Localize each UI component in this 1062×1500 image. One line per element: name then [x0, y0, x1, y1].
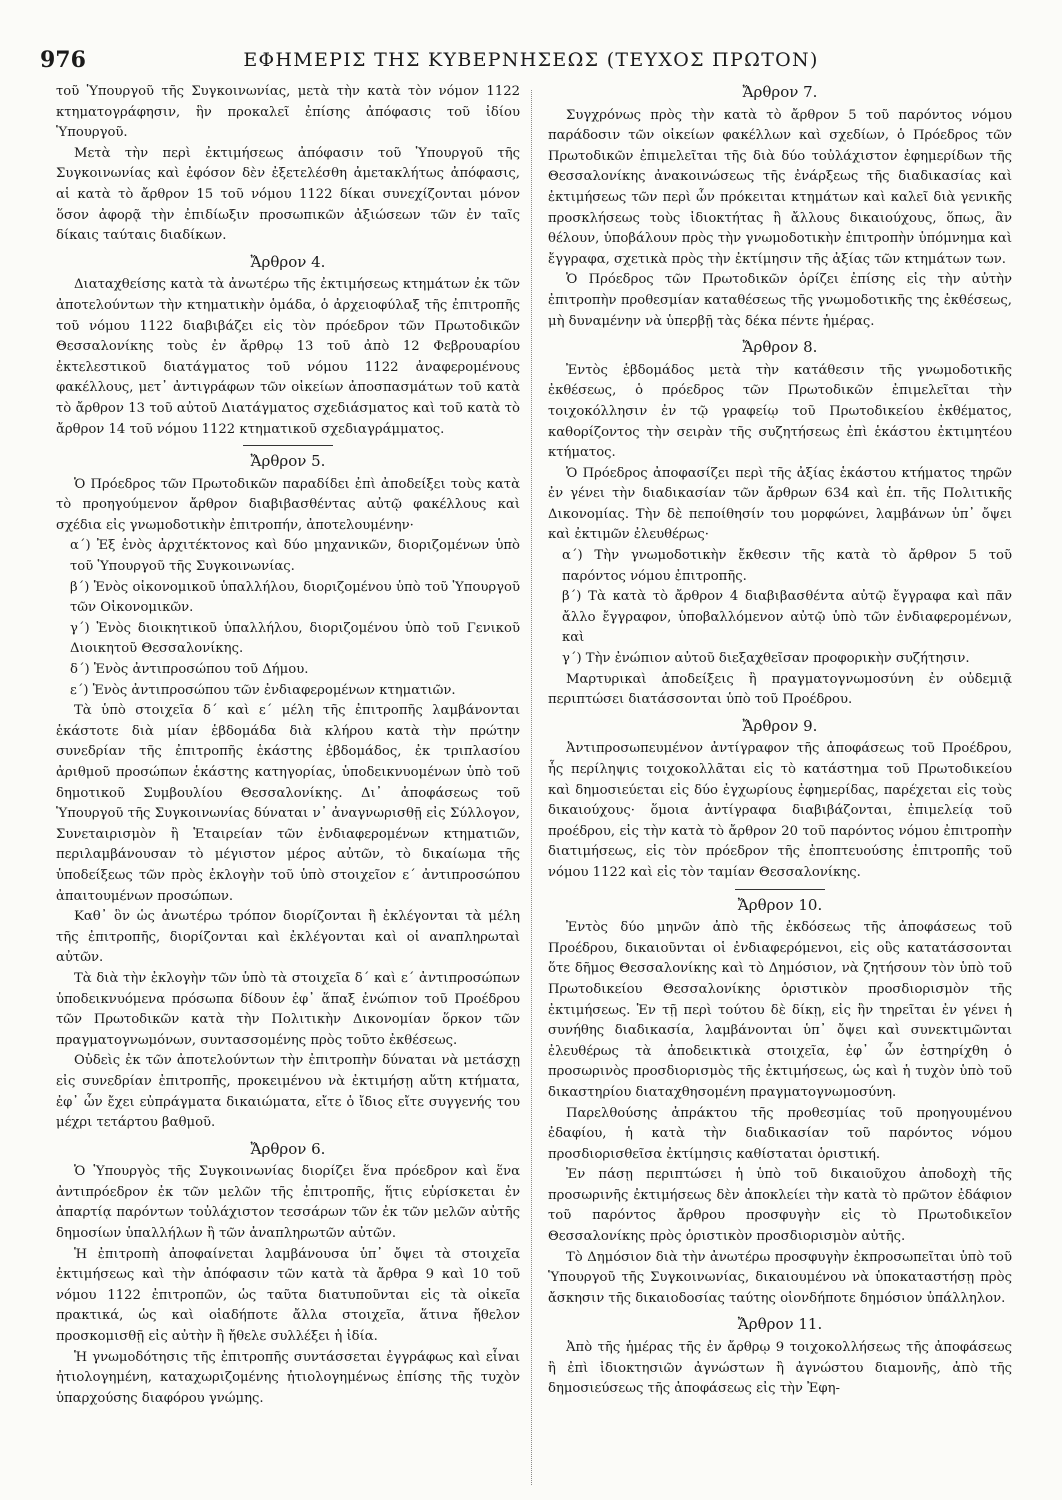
article-heading: Ἄρθρον 10. — [737, 895, 823, 914]
article-heading: Ἄρθρον 4. — [250, 252, 326, 271]
list-item: ε΄) Ἑνὸς ἀντιπροσώπου τῶν ἐνδιαφερομένων κτηματιῶν. — [70, 682, 456, 698]
paragraph: Ἐντὸς ἑβδομάδος μετὰ τὴν κατάθεσιν τῆς γνωμοδοτικῆς ἐκθέσεως, ὁ πρόεδρος τῶν Πρωτοδικῶν ἐπιμελεῖται τὴν τοιχοκόλλησιν ἐν τῷ γραφείῳ τοῦ Πρωτοδικείου ἐκθέματος, καθορίζοντος τὴν σειρὰν τῆς συζητήσεως ἐπὶ ἑκάστου ἐκτιμητέου κτήματος. — [548, 362, 1012, 461]
article-heading: Ἄρθρον 5. — [250, 452, 326, 471]
paragraph: Τὰ διὰ τὴν ἐκλογὴν τῶν ὑπὸ τὰ στοιχεῖα δ΄ καὶ ε΄ ἀντιπροσώπων ὑποδεικνυόμενα πρόσωπα δίδουν ἐφ᾽ ἅπαξ ἐνώπιον τοῦ Προέδρου τῶν Πρωτοδικῶν κατὰ τὴν Πολιτικὴν Δικονομίαν ὅρκον τῶν πραγματογνωμόνων, συντασσομένης πρὸς τοῦτο ἐκθέσεως. — [56, 970, 520, 1048]
list-item: γ΄) Ἑνὸς διοικητικοῦ ὑπαλλήλου, διοριζομένου ὑπὸ τοῦ Γενικοῦ Διοικητοῦ Θεσσαλονίκης. — [70, 620, 520, 657]
article-heading: Ἄρθρον 11. — [737, 1315, 823, 1334]
list-item: γ΄) Τὴν ἐνώπιον αὐτοῦ διεξαχθεῖσαν προφορικὴν συζήτησιν. — [562, 651, 970, 667]
article-heading: Ἄρθρον 7. — [742, 83, 818, 101]
page-number: 976 — [40, 47, 86, 73]
article-heading: Ἄρθρον 9. — [742, 716, 818, 735]
paragraph: Παρελθούσης ἀπράκτου τῆς προθεσμίας τοῦ προηγουμένου ἐδαφίου, ἡ κατὰ τὴν διαδικασίαν τοῦ παρόντος νόμου προσδιορισθεῖσα ἐκτίμησις καθίσταται ὁριστική. — [548, 1105, 1012, 1162]
paragraph: Ἐντὸς δύο μηνῶν ἀπὸ τῆς ἐκδόσεως τῆς ἀποφάσεως τοῦ Προέδρου, δικαιοῦνται οἱ ἐνδιαφερόμενοι, εἰς οὓς κατατάσσονται ὅτε δῆμος Θεσσαλονίκης καὶ τὸ Δημόσιον, νὰ ζητήσουν τὸν ὑπὸ τοῦ Πρωτοδικείου Θεσσαλονίκης ὁριστικὸν προσδιορισμὸν τῆς ἐκτιμήσεως. Ἐν τῇ περὶ τούτου δὲ δίκῃ, εἰς ἣν τηρεῖται ἐν γένει ἡ συνήθης διαδικασία, λαμβάνονται ὑπ᾽ ὄψει καὶ συνεκτιμῶνται ἐλευθέρως τὰ ἀποδεικτικὰ στοιχεῖα, ἐφ᾽ ὧν ἐστηρίχθη ὁ προσωρινὸς προσδιορισμὸς τῆς ἐκτιμήσεως, ὡς καὶ ἡ τυχὸν ὑπὸ τοῦ δικαστηρίου διαταχθησομένη πραγματογνωμοσύνη. — [548, 920, 1012, 1100]
page-header — [40, 42, 1022, 78]
divider — [243, 445, 333, 446]
paragraph: Ἀπὸ τῆς ἡμέρας τῆς ἐν ἄρθρῳ 9 τοιχοκολλήσεως τῆς ἀποφάσεως ἢ ἐπὶ ἰδιοκτησιῶν ἀγνώστων ἢ ἀγνώστου διαμονῆς, ἀπὸ τῆς δημοσιεύσεως τῆς ἀποφάσεως εἰς τὴν Ἐφη- — [548, 1340, 1012, 1397]
paragraph: Ὁ Πρόεδρος ἀποφασίζει περὶ τῆς ἀξίας ἑκάστου κτήματος τηρῶν ἐν γένει τὴν διαδικασίαν τῶν ἄρθρων 634 καὶ ἑπ. τῆς Πολιτικῆς Δικονομίας. Τὴν δὲ πεποίθησίν του μορφώνει, λαμβάνων ὑπ᾽ ὄψει καὶ ἐκτιμῶν ἐλευθέρως· — [548, 465, 1012, 543]
paragraph: Τὸ Δημόσιον διὰ τὴν ἀνωτέρω προσφυγὴν ἐκπροσωπεῖται ὑπὸ τοῦ Ὑπουργοῦ τῆς Συγκοινωνίας, δικαιουμένου νὰ ὑποκαταστήσῃ πρὸς ἄσκησιν τῆς δικαιοδοσίας ταύτης οἱονδήποτε δημόσιον ὑπάλληλον. — [548, 1249, 1012, 1306]
paragraph: Μετὰ τὴν περὶ ἐκτιμήσεως ἀπόφασιν τοῦ Ὑπουργοῦ τῆς Συγκοινωνίας καὶ ἐφόσον δὲν ἐξετελέσθη ἀμετακλήτως ἀπόφασις, αἱ κατὰ τὸ ἄρθρον 15 τοῦ νόμου 1122 δίκαι συνεχίζονται μόνον ὅσον ἀφορᾷ τὴν ἐπιδίωξιν προσωπικῶν ἀξιώσεων τῶν ἐν ταῖς δίκαις ταύταις διαδίκων. — [56, 145, 520, 244]
paragraph: Συγχρόνως πρὸς τὴν κατὰ τὸ ἄρθρον 5 τοῦ παρόντος νόμου παράδοσιν τῶν οἰκείων φακέλλων καὶ σχεδίων, ὁ Πρόεδρος τῶν Πρωτοδικῶν ἐπιμελεῖται τῆς διὰ δύο τοὐλάχιστον ἐφημερίδων τῆς Θεσσαλονίκης ἀνακοινώσεως τῆς ἐνάρξεως τῆς διαδικασίας καὶ ἐκτιμήσεως τῶν περὶ ὧν πρόκειται κτημάτων καὶ καλεῖ διὰ γενικῆς προσκλήσεως τοὺς ἰδιοκτήτας ἢ ἄλλους δικαιούχους, ὅπως, ἂν θέλουν, ὑποβάλουν πρὸς τὴν γνωμοδοτικὴν ἐπιτροπὴν ὑπόμνημα καὶ ἔγγραφα, σχετικὰ πρὸς τὴν ἐκτίμησιν τῆς ἀξίας τῶν κτημάτων των. — [548, 107, 1012, 267]
list-item: δ΄) Ἑνὸς ἀντιπροσώπου τοῦ Δήμου. — [70, 662, 309, 678]
list-item: α΄) Ἐξ ἑνὸς ἀρχιτέκτονος καὶ δύο μηχανικῶν, διοριζομένων ὑπὸ τοῦ Ὑπουργοῦ τῆς Συγκοινωνίας. — [70, 538, 520, 575]
paragraph: Ἡ ἐπιτροπὴ ἀποφαίνεται λαμβάνουσα ὑπ᾽ ὄψει τὰ στοιχεῖα ἐκτιμήσεως καὶ τὴν ἀπόφασιν τῶν κατὰ τὰ ἄρθρα 9 καὶ 10 τοῦ νόμου 1122 ἐπιτροπῶν, ὡς ταῦτα διατυποῦνται εἰς τὰ οἰκεῖα πρακτικά, ὡς καὶ οἱαδήποτε ἄλλα στοιχεῖα, ἅτινα ἤθελον προσκομισθῇ εἰς αὐτὴν ἢ ἤθελε συλλέξει ἡ ἰδία. — [56, 1246, 520, 1345]
paragraph: Ὁ Πρόεδρος τῶν Πρωτοδικῶν παραδίδει ἐπὶ ἀποδείξει τοὺς κατὰ τὸ προηγούμενον ἄρθρον διαβιβασθέντας αὐτῷ φακέλλους καὶ σχέδια εἰς γνωμοδοτικὴν ἐπιτροπήν, ἀποτελουμένην· — [56, 476, 520, 533]
paragraph: Διαταχθείσης κατὰ τὰ ἀνωτέρω τῆς ἐκτιμήσεως κτημάτων ἐκ τῶν ἀποτελούντων τὴν κτηματικὴν ὁμάδα, ὁ ἀρχειοφύλαξ τῆς ἐπιτροπῆς τοῦ νόμου 1122 διαβιβάζει εἰς τὸν πρόεδρον τῶν Πρωτοδικῶν Θεσσαλονίκης τοὺς ἐν ἄρθρῳ 13 τοῦ ἀπὸ 12 Φεβρουαρίου ἐκτελεστικοῦ διατάγματος τοῦ νόμου 1122 ἀναφερομένους φακέλλους, μετ᾽ ἀντιγράφων τῶν οἰκείων ἀποσπασμάτων τοῦ κατὰ τὸ ἄρθρον 13 τοῦ αὐτοῦ Διατάγματος σχεδιάσματος καὶ τοῦ κατὰ τὸ ἄρθρον 14 τοῦ νόμου 1122 κτηματικοῦ σχεδιαγράμματος. — [56, 277, 520, 437]
divider — [735, 889, 825, 890]
paragraph: Ἡ γνωμοδότησις τῆς ἐπιτροπῆς συντάσσεται ἐγγράφως καὶ εἶναι ἠτιολογημένη, καταχωριζομένης ἠτιολογημένως ἐπίσης τῆς τυχὸν ὑπαρχούσης διαφόρου γνώμης. — [56, 1349, 520, 1406]
paragraph: Καθ᾽ ὃν ὡς ἀνωτέρω τρόπον διορίζονται ἢ ἐκλέγονται τὰ μέλη τῆς ἐπιτροπῆς, διορίζονται καὶ ἐκλέγονται καὶ οἱ αναπληρωταὶ αὐτῶν. — [56, 909, 520, 966]
paragraph: Μαρτυρικαὶ ἀποδείξεις ἢ πραγματογνωμοσύνη ἐν οὐδεμιᾷ περιπτώσει διατάσσονται ὑπὸ τοῦ Προέδρου. — [548, 671, 1012, 708]
paragraph: τοῦ Ὑπουργοῦ τῆς Συγκοινωνίας, μετὰ τὴν κατὰ τὸν νόμον 1122 κτηματογράφησιν, ἣν προκαλεῖ ἐπίσης ἀπόφασις τοῦ ἰδίου Ὑπουργοῦ. — [56, 84, 520, 141]
paragraph: Ὁ Πρόεδρος τῶν Πρωτοδικῶν ὁρίζει ἐπίσης εἰς τὴν αὐτὴν ἐπιτροπὴν προθεσμίαν καταθέσεως τῆς γνωμοδοτικῆς της ἐκθέσεως, μὴ δυναμένην νὰ ὑπερβῇ τὰς δέκα πέντε ἡμέρας. — [548, 272, 1012, 329]
paragraph: Οὐδεὶς ἐκ τῶν ἀποτελούντων τὴν ἐπιτροπὴν δύναται νὰ μετάσχῃ εἰς συνεδρίαν ἐπιτροπῆς, προκειμένου νὰ ἐκτιμήσῃ αὕτη κτήματα, ἐφ᾽ ὧν ἔχει εὐπράγματα δικαιώματα, εἴτε ὁ ἴδιος εἴτε συγγενής του μέχρι τετάρτου βαθμοῦ. — [56, 1053, 520, 1131]
right-column — [548, 82, 1012, 1487]
paragraph: Ὁ Ὑπουργὸς τῆς Συγκοινωνίας διορίζει ἕνα πρόεδρον καὶ ἕνα ἀντιπρόεδρον ἐκ τῶν μελῶν τῆς ἐπιτροπῆς, ἥτις εὑρίσκεται ἐν ἀπαρτίᾳ παρόντων τοὐλάχιστον τεσσάρων τῶν ἐκ τῶν μελῶν αὐτῆς δημοσίων ὑπαλλήλων ἢ τῶν ἀναπληρωτῶν αὐτῶν. — [56, 1164, 520, 1242]
paragraph: Ἀντιπροσωπευμένον ἀντίγραφον τῆς ἀποφάσεως τοῦ Προέδρου, ἧς περίληψις τοιχοκολλᾶται εἰς τὸ κατάστημα τοῦ Πρωτοδικείου καὶ δημοσιεύεται εἰς δύο ἐγχωρίους ἐφημερίδας, παρέχεται εἰς τοὺς δικαιούχους· ὅμοια ἀντίγραφα διαβιβάζονται, ἐπιμελείᾳ τοῦ προέδρου, εἰς τὴν κατὰ τὸ ἄρθρον 20 τοῦ παρόντος νόμου ἐπιτροπὴν διατιμήσεως, εἰς τὸν πρόεδρον τῆς ἐποπτευούσης ἐπιτροπῆς τοῦ νόμου 1122 καὶ εἰς τὸν ταμίαν Θεσσαλονίκης. — [548, 741, 1012, 880]
paragraph: Ἐν πάσῃ περιπτώσει ἡ ὑπὸ τοῦ δικαιοῦχου ἀποδοχὴ τῆς προσωρινῆς ἐκτιμήσεως δὲν ἀποκλείει τὴν κατὰ τὸ πρῶτον ἐδάφιον τοῦ παρόντος ἄρθρου προσφυγὴν εἰς τὸ Πρωτοδικεῖον Θεσσαλονίκης πρὸς ὁριστικὸν προσδιορισμὸν αὐτῆς. — [548, 1167, 1012, 1245]
paragraph: Τὰ ὑπὸ στοιχεῖα δ΄ καὶ ε΄ μέλη τῆς ἐπιτροπῆς λαμβάνονται ἑκάστοτε διὰ μίαν ἑβδομάδα διὰ κλήρου κατὰ τὴν πρώτην συνεδρίαν τῆς ἐπιτροπῆς ἑκάστης ἑβδομάδος, ἐκ τριπλασίου ἀριθμοῦ προσώπων ἑκάστης κατηγορίας, ὑποδεικνυομένων ὑπὸ τοῦ δημοτικοῦ Συμβουλίου Θεσσαλονίκης. Δι᾽ ἀποφάσεως τοῦ Ὑπουργοῦ τῆς Συγκοινωνίας δύναται ν᾽ ἀναγνωρισθῇ εἰς Σύλλογον, Συνεταιρισμὸν ἢ Ἑταιρείαν τῶν ἐνδιαφερομένων κτηματιῶν, περιλαμβάνουσαν τὸ μέγιστον μέρος αὐτῶν, τὸ δικαίωμα τῆς ὑποδείξεως τῶν πρὸς ἐκλογὴν τοῦ ὑπὸ στοιχεῖον ε΄ ἀντιπροσώπου ἀπαιτουμένων προσώπων. — [56, 703, 520, 904]
column-divider — [531, 90, 532, 1485]
list-item: β΄) Τὰ κατὰ τὸ ἄρθρον 4 διαβιβασθέντα αὐτῷ ἔγγραφα καὶ πᾶν ἄλλο ἔγγραφον, ὑποβαλλόμενον αὐτῷ ὑπὸ τῶν ἐνδιαφερομένων, καὶ — [562, 589, 1012, 646]
article-heading: Ἄρθρον 6. — [250, 1139, 326, 1158]
gazette-title: ΕΦΗΜΕΡΙΣ ΤΗΣ ΚΥΒΕΡΝΗΣΕΩΣ (ΤΕΥΧΟΣ ΠΡΩΤΟΝ) — [243, 49, 819, 71]
article-heading: Ἄρθρον 8. — [742, 338, 818, 357]
list-item: β΄) Ἑνὸς οἰκονομικοῦ ὑπαλλήλου, διοριζομένου ὑπὸ τοῦ Ὑπουργοῦ τῶν Οἰκονομικῶν. — [70, 579, 520, 616]
list-item: α΄) Τὴν γνωμοδοτικὴν ἔκθεσιν τῆς κατὰ τὸ ἄρθρον 5 τοῦ παρόντος νόμου ἐπιτροπῆς. — [562, 548, 1012, 584]
left-column — [56, 82, 520, 1487]
